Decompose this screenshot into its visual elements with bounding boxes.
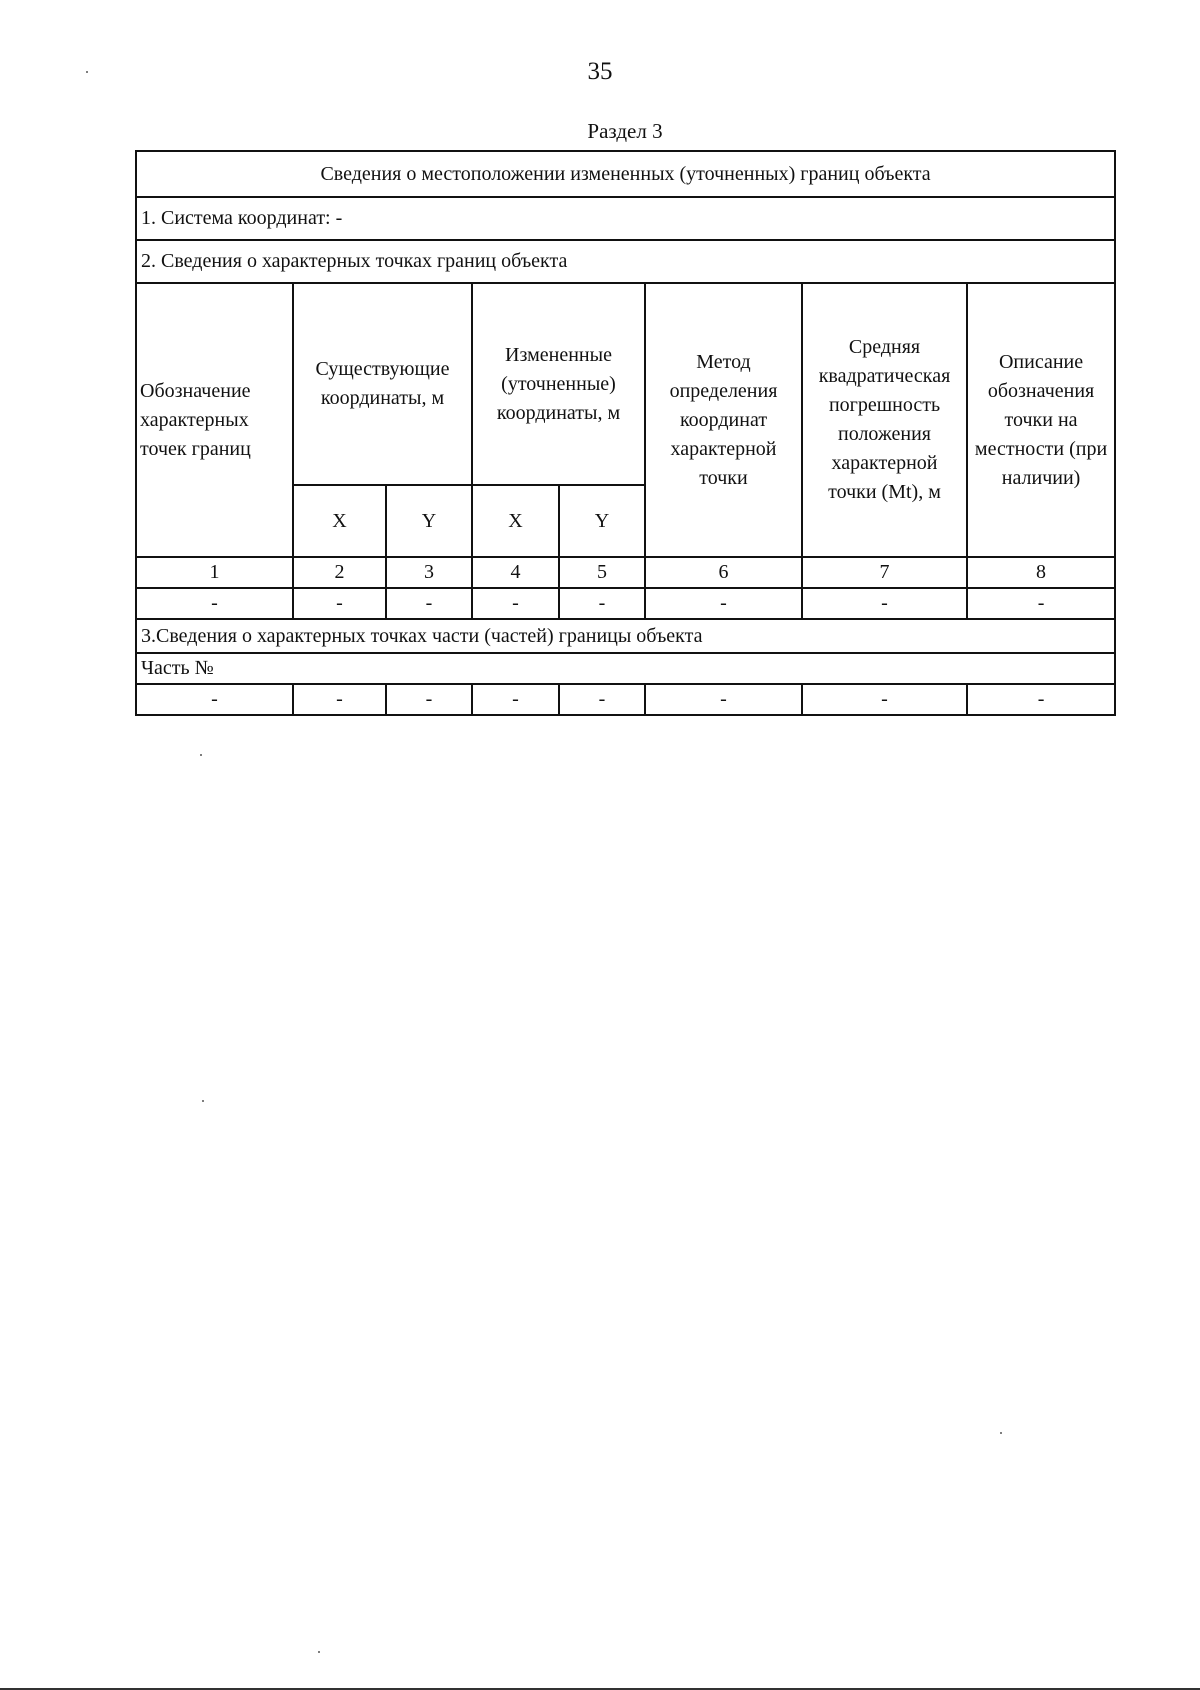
table-cell: -	[967, 684, 1115, 715]
column-header-row	[136, 283, 1115, 485]
part-number-label: Часть №	[136, 653, 1115, 684]
header-changed-x: X	[472, 485, 559, 557]
table-cell: -	[472, 588, 559, 619]
scan-speck	[200, 754, 202, 756]
column-number-row	[136, 557, 1115, 588]
table-cell: -	[645, 588, 802, 619]
table-cell: -	[386, 588, 472, 619]
column-number: 4	[472, 557, 559, 588]
coordinate-system-row	[136, 197, 1115, 240]
section-label: Раздел 3	[587, 119, 663, 143]
scan-speck	[86, 71, 88, 73]
header-existing-coords: Существующие координаты, м	[293, 283, 472, 485]
header-existing-y: Y	[386, 485, 472, 557]
header-method: Метод определения координат характерной точки	[645, 283, 802, 557]
table-cell: -	[386, 684, 472, 715]
column-number: 1	[136, 557, 293, 588]
header-changed-y: Y	[559, 485, 645, 557]
table-cell: -	[293, 684, 386, 715]
column-number: 7	[802, 557, 967, 588]
table-cell: -	[967, 588, 1115, 619]
header-designation: Обозначение характерных точек границ	[136, 283, 293, 557]
scan-speck	[318, 1651, 320, 1653]
header-changed-coords: Измененные (уточненные) координаты, м	[472, 283, 645, 485]
part-number-row	[136, 653, 1115, 684]
boundary-points-heading-row	[136, 240, 1115, 283]
coordinate-system: 1. Система координат: -	[136, 197, 1115, 240]
scan-speck	[1000, 1432, 1002, 1434]
table-title: Сведения о местоположении измененных (уточненных) границ объекта	[136, 151, 1115, 197]
scan-speck	[202, 1100, 204, 1102]
table-cell: -	[802, 588, 967, 619]
table-cell: -	[136, 684, 293, 715]
boundary-points-heading: 2. Сведения о характерных точках границ объекта	[136, 240, 1115, 283]
column-number: 5	[559, 557, 645, 588]
table-cell: -	[293, 588, 386, 619]
column-number: 8	[967, 557, 1115, 588]
boundary-table	[135, 150, 1116, 716]
part-heading-row	[136, 619, 1115, 653]
column-number: 6	[645, 557, 802, 588]
table-cell: -	[645, 684, 802, 715]
column-number: 3	[386, 557, 472, 588]
header-existing-x: X	[293, 485, 386, 557]
table-cell: -	[136, 588, 293, 619]
table-row	[136, 588, 1115, 619]
part-heading: 3.Сведения о характерных точках части (частей) границы объекта	[136, 619, 1115, 653]
header-mean-error: Средняя квадратическая погрешность положения характерной точки (Mt), м	[802, 283, 967, 557]
table-cell: -	[472, 684, 559, 715]
table-cell: -	[559, 588, 645, 619]
column-number: 2	[293, 557, 386, 588]
table-cell: -	[559, 684, 645, 715]
table-title-row	[136, 151, 1115, 197]
header-description: Описание обозначения точки на местности (при наличии)	[967, 283, 1115, 557]
table-row	[136, 684, 1115, 715]
page-number: 35	[587, 58, 613, 85]
table-cell: -	[802, 684, 967, 715]
